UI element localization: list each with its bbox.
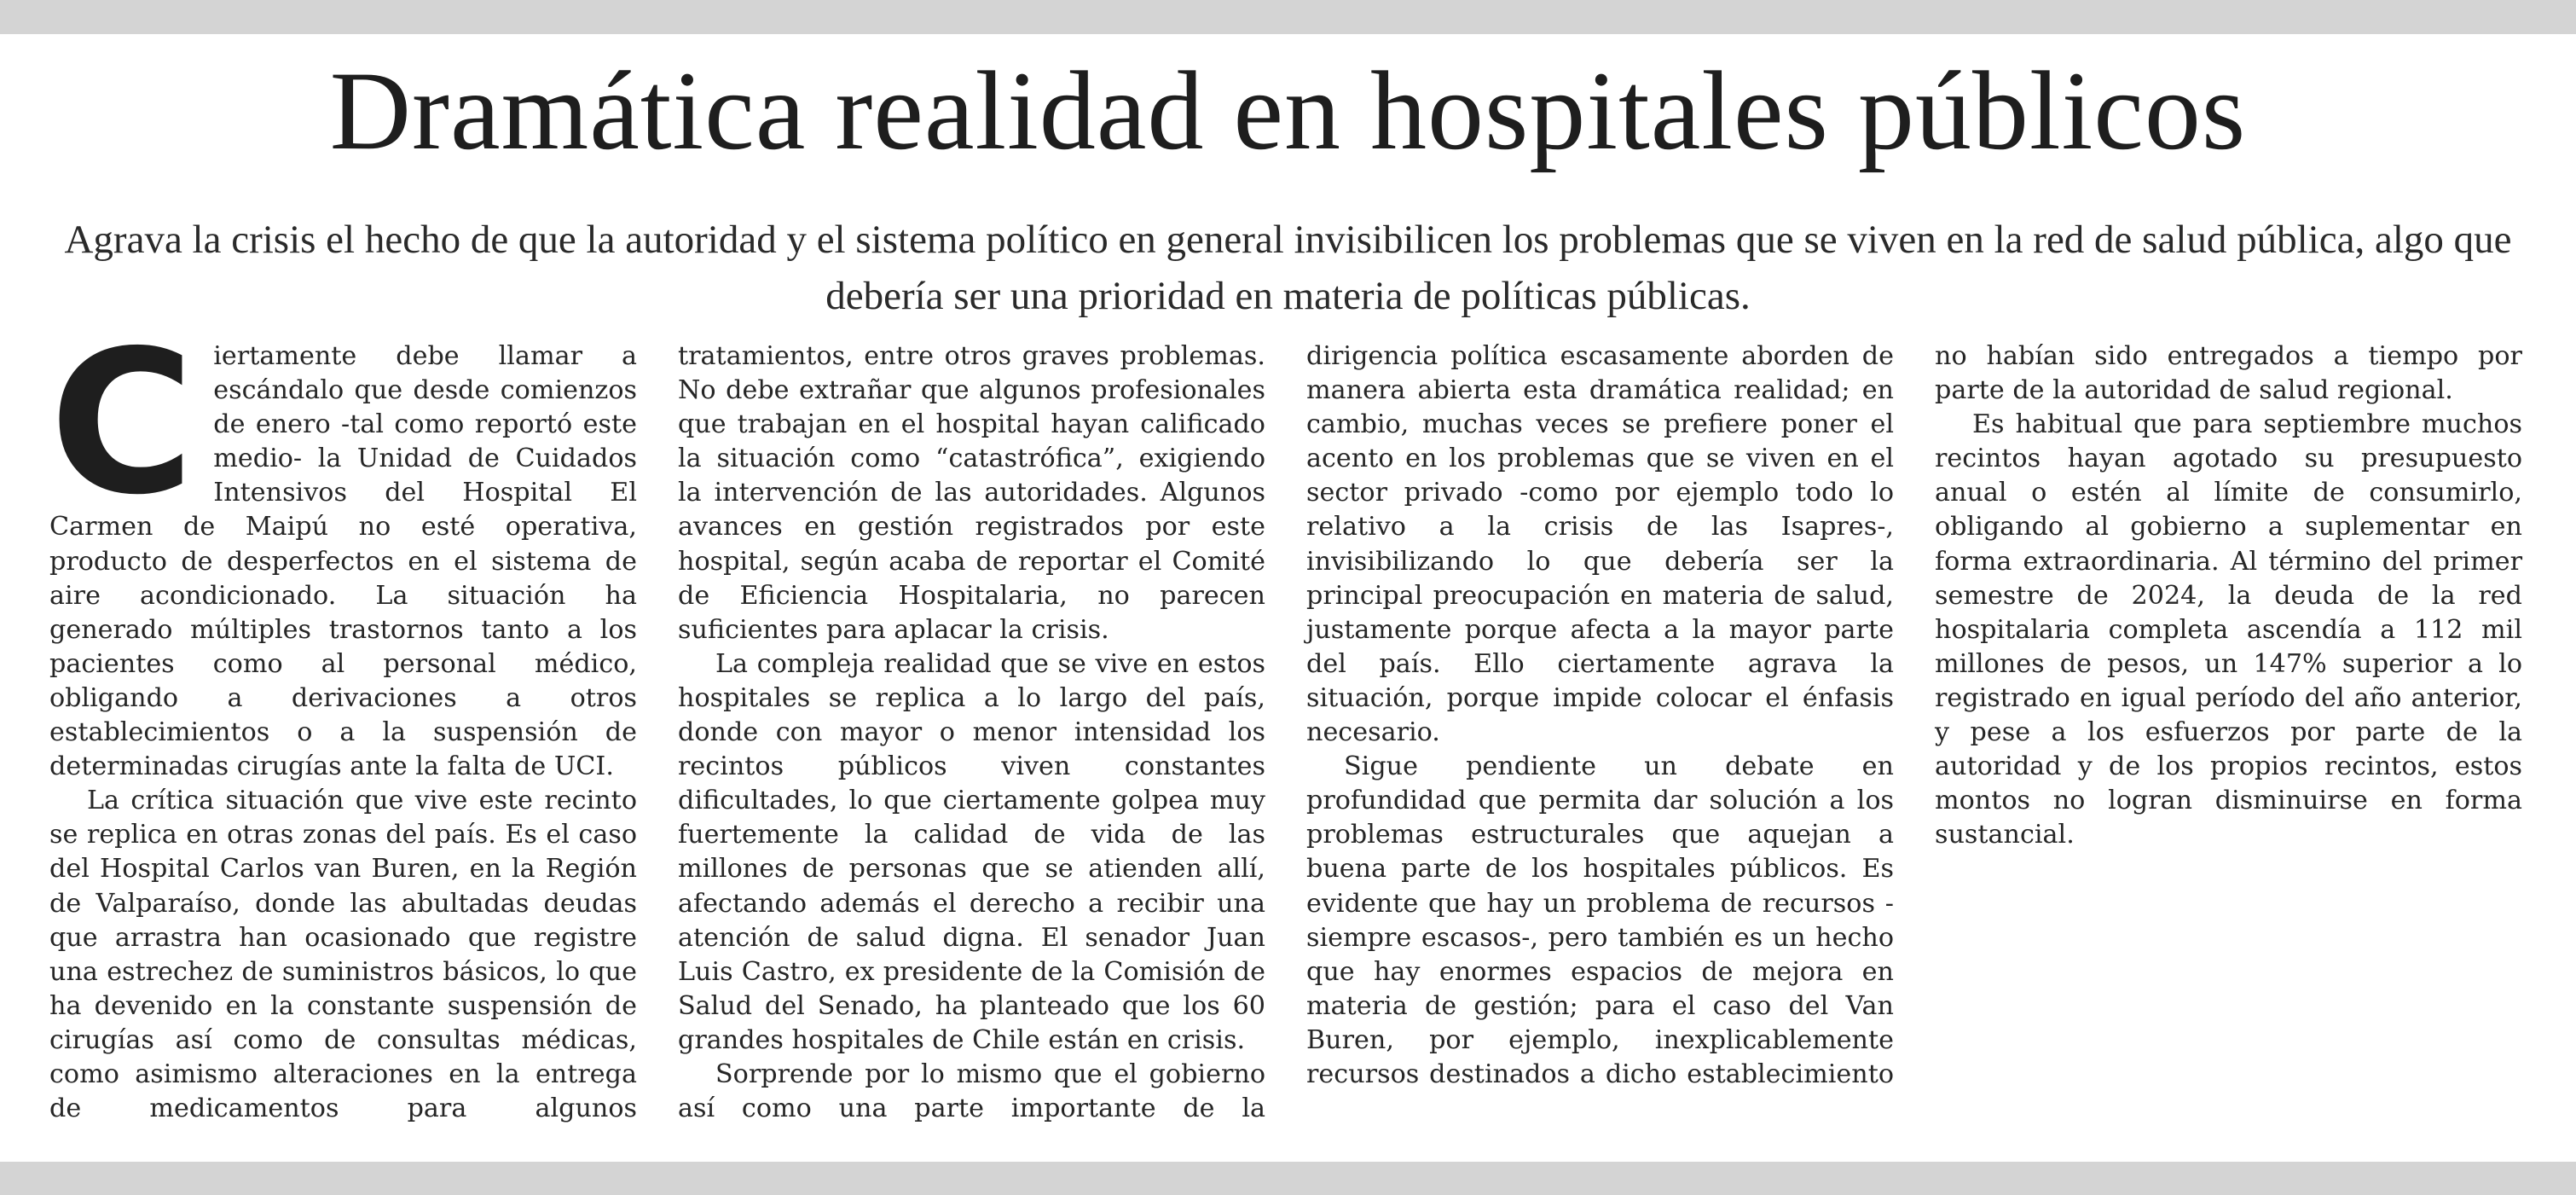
article-paragraph: Sigue pendiente un debate en profundidad que permita dar solución a los problemas estructurales que aquejan a buena parte de los hospitales públicos. Es evidente que hay un problema de recursos -siempre escasos-, pero también es un hecho que hay enormes espacios de mejora en materia de gestión; para el caso del Van Buren, por ejemplo, inexplicablemente recursos destinados a dicho establecimiento no habían sido entregados a tiempo por parte de la autoridad de salud regional. [1306, 341, 2522, 1089]
subheadline: Agrava la crisis el hecho de que la autoridad y el sistema político en general invisibilicen los problemas que se viven en la red de salud pública, algo que debería ser una prioridad en materia de políticas públicas. [64, 218, 2512, 318]
headline: Dramática realidad en hospitales públicos [329, 48, 2247, 173]
drop-cap: C [49, 308, 195, 538]
article-paragraph: Sorprende por lo mismo que el gobierno así como una parte importante de la dirigencia política escasamente aborden de manera abierta esta dramática realidad; en cambio, muchas veces se prefiere poner el acento en los problemas que se viven en el sector privado -como por ejemplo todo lo relativo a la crisis de las Isapres-, invisibilizando lo que debería ser la principal preocupación en materia de salud, justamente porque afecta a la mayor parte del país. Ello ciertamente agrava la situación, porque impide colocar el énfasis necesario. [678, 341, 1894, 1124]
article-body [49, 308, 2522, 1133]
article-paragraph: La crítica situación que vive este recinto se replica en otras zonas del país. Es el caso del Hospital Carlos van Buren, en la Región de Valparaíso, donde las abultadas deudas que arrastra han ocasionado que registre una estrechez de suministros básicos, lo que ha devenido en la constante suspensión de cirugías así como de consultas médicas, como asimismo alteraciones en la entrega de medicamentos para algunos tratamientos, entre otros graves problemas. No debe extrañar que algunos profesionales que trabajan en el hospital hayan calificado la situación como “catastrófica”, exigiendo la intervención de las autoridades. Algunos avances en gestión registrados por este hospital, según acaba de reportar el Comité de Eficiencia Hospitalaria, no parecen suficientes para aplacar la crisis. [49, 341, 1265, 1124]
article-paragraph: La compleja realidad que se vive en estos hospitales se replica a lo largo del país, donde con mayor o menor intensidad los recintos públicos viven constantes dificultades, lo que ciertamente golpea muy fuertemente la calidad de vida de las millones de personas que se atienden allí, afectando además el derecho a recibir una atención de salud digna. El senador Juan Luis Castro, ex presidente de la Comisión de Salud del Senado, ha planteado que los 60 grandes hospitales de Chile están en crisis. [678, 648, 1265, 1055]
article-paragraph: Es habitual que para septiembre muchos recintos hayan agotado su presupuesto anual o estén al límite de consumirlo, obligando al gobierno a suplementar en forma extraordinaria. Al término del primer semestre de 2024, la deuda de la red hospitalaria completa ascendía a 112 mil millones de pesos, un 147% superior a lo registrado en igual período del año anterior, y pese a los esfuerzos por parte de la autoridad y de los propios recintos, estos montos no logran disminuirse en forma sustancial. [1935, 409, 2522, 850]
article-paragraph [49, 308, 637, 784]
paragraph-text: iertamente debe llamar a escándalo que desde comienzos de enero -tal como reportó este medio- la Unidad de Cuidados Intensivos del Hospital El Carmen de Maipú no esté operativa, producto de desperfectos en el sistema de aire acondicionado. La situación ha generado múltiples trastornos tanto a los pacientes como al personal médico, obligando a derivaciones a otros establecimientos o a la suspensión de determinadas cirugías ante la falta de UCI. [49, 341, 637, 782]
